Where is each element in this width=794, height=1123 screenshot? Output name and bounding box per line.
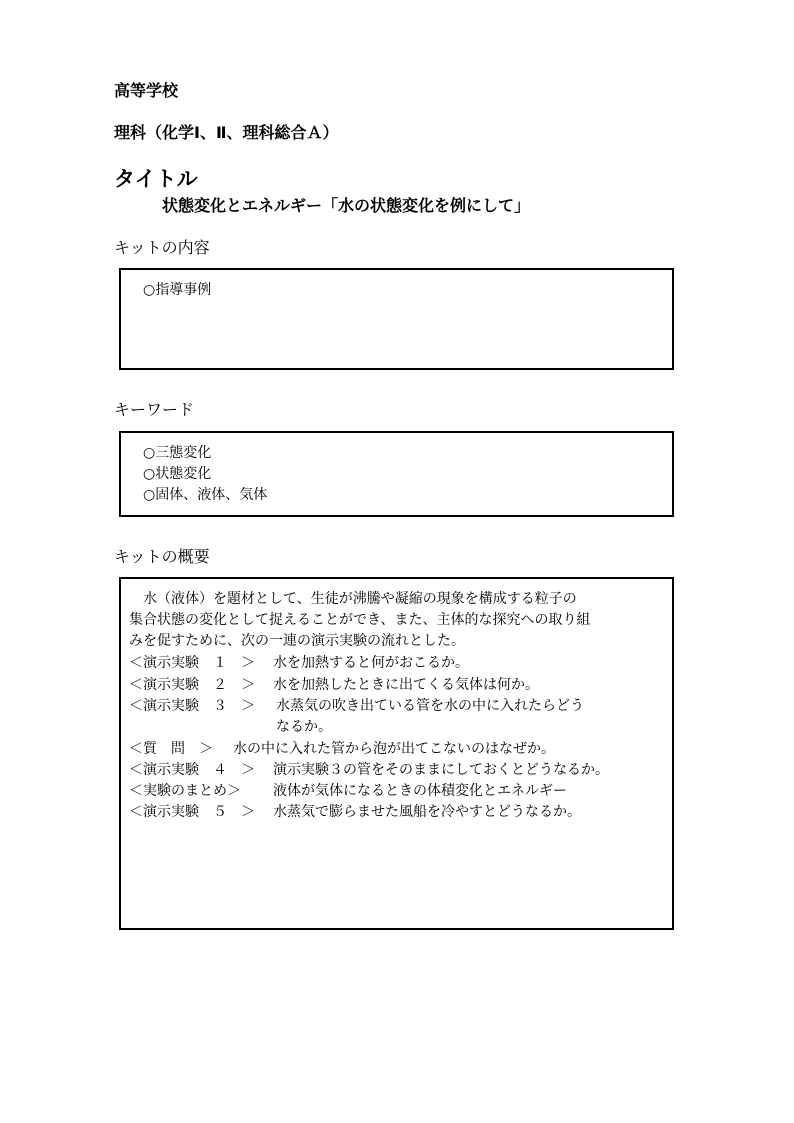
keywords-box [119,431,674,517]
kit-contents-item: ○指導事例 [143,282,212,298]
step-text: 水蒸気の吹き出ている管を水の中に入れたらどう [276,698,584,714]
step-label: ＜実験のまとめ＞ [129,783,241,799]
step-label: ＜演示実験 ２ ＞ [129,677,255,693]
step-label: ＜質 問 ＞ [129,741,213,757]
document-title: 状態変化とエネルギー「水の状態変化を例にして」 [162,196,531,215]
keyword-item: ○状態変化 [143,466,212,482]
kit-contents-label: キットの内容 [114,238,210,257]
step-text: 水の中に入れた管から泡が出てこないのはなぜか。 [233,741,555,757]
overview-intro-line: みを促すために、次の一連の演示実験の流れとした。 [129,633,465,649]
overview-intro-line: 水（液体）を題材として、生徒が沸騰や凝縮の現象を構成する粒子の [129,591,577,607]
school-level: 高等学校 [114,81,179,100]
keywords-label: キーワード [114,400,195,419]
step-label: ＜演示実験 ３ ＞ [129,698,255,714]
subject: 理科（化学Ⅰ、Ⅱ、理科総合Ａ） [114,123,339,142]
step-label: ＜演示実験 １ ＞ [129,655,255,671]
kit-contents-box [119,268,674,370]
keyword-item: ○三態変化 [143,445,212,461]
step-label: ＜演示実験 ４ ＞ [129,762,255,778]
step-text: 水を加熱すると何がおこるか。 [273,655,469,671]
keyword-item: ○固体、液体、気体 [143,487,268,503]
step-text: 水蒸気で膨らませた風船を冷やすとどうなるか。 [273,804,581,820]
step-text: 水を加熱したときに出てくる気体は何か。 [273,677,539,693]
overview-box [119,577,674,930]
overview-label: キットの概要 [114,547,210,566]
step-text: 演示実験３の管をそのままにしておくとどうなるか。 [273,762,609,778]
overview-intro-line: 集合状態の変化として捉えることができ、また、主体的な探究への取り組 [129,612,591,628]
title-label: タイトル [114,167,198,191]
step-label: ＜演示実験 ５ ＞ [129,804,255,820]
step-text: なるか。 [276,719,332,735]
step-text: 液体が気体になるときの体積変化とエネルギー [273,783,567,799]
